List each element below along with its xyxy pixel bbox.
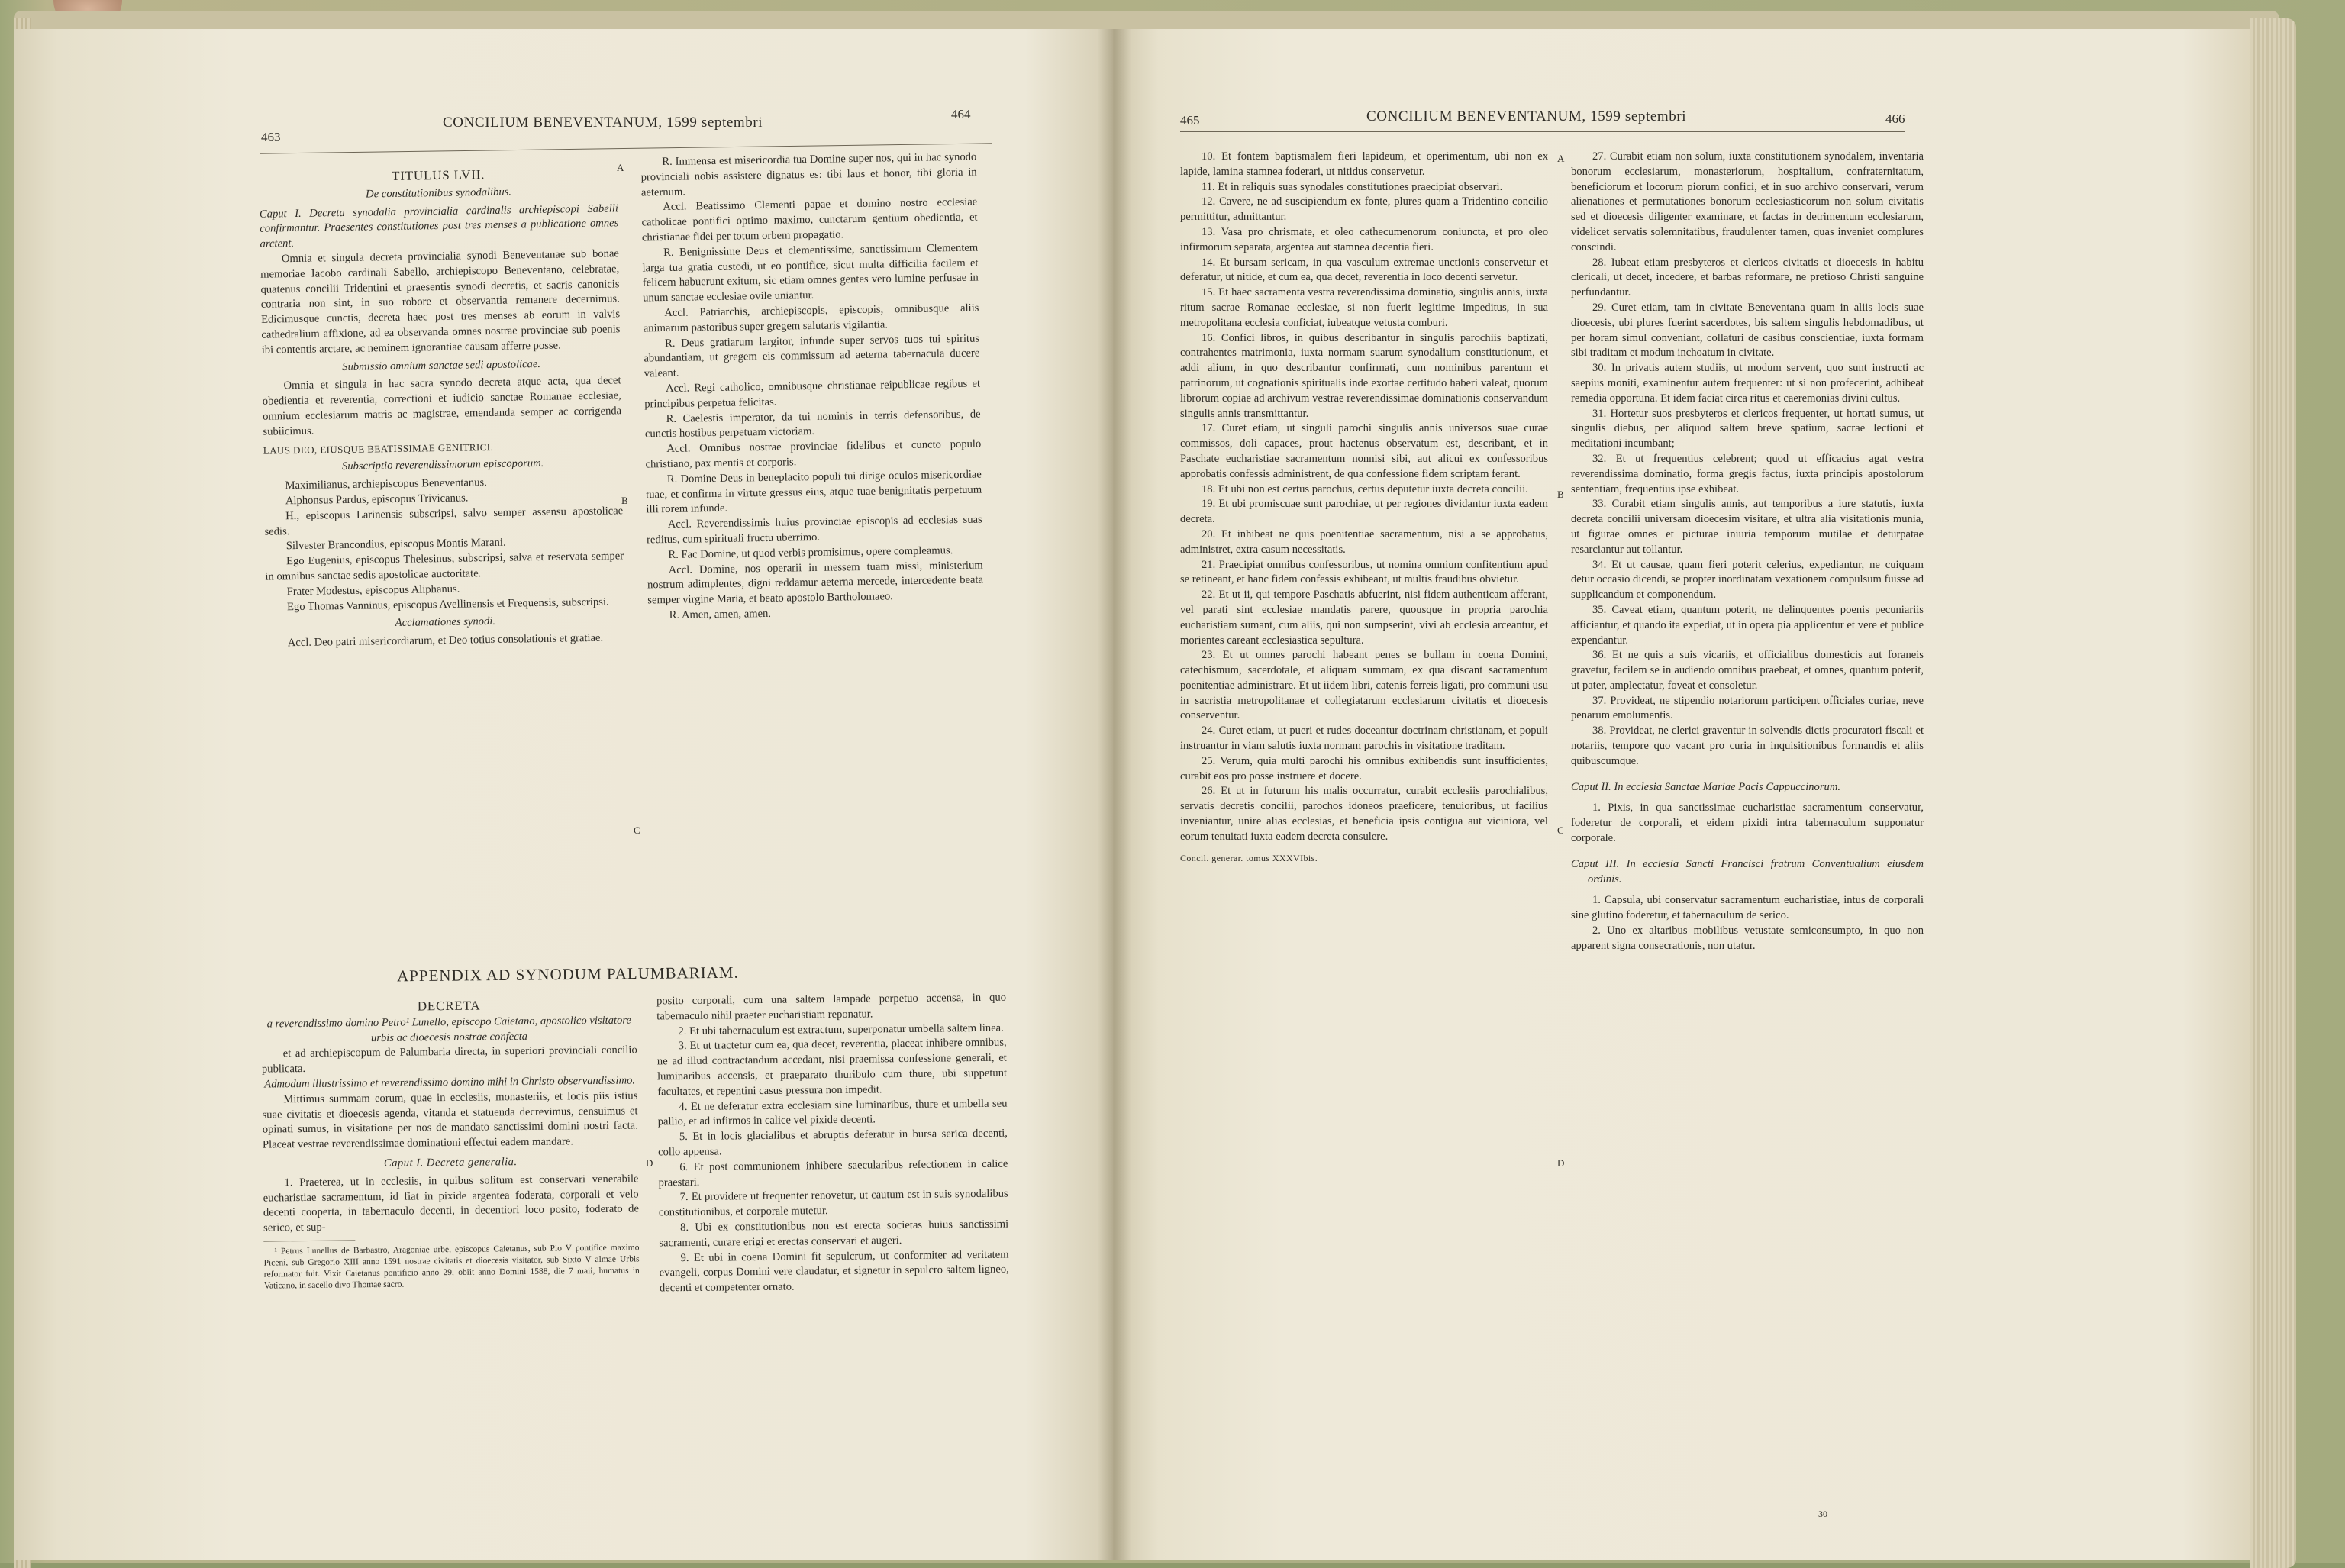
paragraph: 10. Et fontem baptismalem fieri lapideum, et operimentum, ubi non ex lapide, lamina stamnea foderari, ut nitidus conservetur. [1180, 150, 1548, 178]
signature-line: H., episcopus Larinensis subscripsi, salvo semper assensu apostolicae sedis. [264, 505, 624, 538]
response: R. Amen, amen, amen. [669, 607, 772, 621]
page-number-463: 463 [261, 130, 281, 144]
paragraph: 12. Cavere, ne ad suscipiendum ex fonte, plures quam a Tridentino concilio permittitur, admittantur. [1180, 195, 1548, 224]
paragraph: 28. Iubeat etiam presbyteros et clericos civitatis et dioecesis in habitu clericali, ut decet, incedere, et barbas reformare, ne pretioso Christi sanguine perfundantur. [1571, 256, 1924, 299]
subscriptio-heading: Subscriptio reverendissimorum episcoporum. [341, 457, 544, 473]
margin-letter-d-right: D [1557, 1157, 1565, 1169]
titulus-subtitle: De constitutionibus synodalibus. [365, 186, 512, 201]
footnote: ¹ Petrus Lunellus de Barbastro, Aragoniae urbe, episcopus Caietanus, sub Pio V pontifice maximo Piceni, sub Gregorio XIII anno 1591 nostrae civitatis et dioecesis visitator, sub Sixto V almae Urbis reformator fuit. Vixit Caietanus pontificio anno 29, obiit anno Domini 1588, die 7 maii, humatus in Vaticano, in sacello divo Thomae sacro. [263, 1243, 640, 1291]
acclamation: Accl. Domine, nos operarii in messem tuam missi, ministerium nostrum adimplentes, digni reddamur aeterna mercede, intercedente beata semper virgine Maria, et beato apostolo Bartholomaeo. [647, 559, 984, 607]
acclamation: Accl. Omnibus nostrae provinciae fidelibus et cuncto populo christiano, pax mentis et corporis. [645, 437, 982, 471]
paragraph: 27. Curabit etiam non solum, iuxta constitutionem synodalem, inventaria bonorum ecclesiarum, monasteriorum, hospitalium, confraternitatum, beneficiorum et locorum piorum confici, et in suo archivo conservari, verum alienationes et permutationes bonorum ecclesiasticorum non solum civitatis sed et dioecesis diligenter examinare, et factas in detrimentum ecclesiarum, videlicet servatis solemnitatibus, fraudulenter tamen, quas inveniet complures conscindi. [1571, 150, 1924, 253]
left-column-1-upper [259, 165, 625, 651]
titulus-heading: TITULUS LVII. [391, 167, 485, 183]
paragraph: 11. Et in reliquis suas synodales constitutiones praecipiat observari. [1202, 180, 1503, 193]
paragraph: 33. Curabit etiam singulis annis, aut temporibus a iure statutis, iuxta decreta concilii universam dioecesim visitare, et ultra alia visitationis munia, ut figurae omnes et picturae iniuria temporum mutilae et deturpatae resarciantur aut tollantur. [1571, 498, 1924, 556]
paragraph: 13. Vasa pro chrismate, et oleo cathecumenorum coniuncta, et pro oleo infirmorum separata, argentea aut stamnea decentia fieri. [1180, 225, 1548, 253]
paragraph: 18. Et ubi non est certus parochus, certus deputetur iuxta decreta concilii. [1202, 482, 1528, 495]
acclamation: Accl. Reverendissimis huius provinciae episcopis ad ecclesias suas reditus, cum spirituali fructu uberrimo. [646, 513, 982, 547]
paragraph: Mittimus summam eorum, quae in ecclesiis, monasteriis, et locis piis istius suae civitatis et dioecesis agenda, vitanda et statuenda decrevimus, censuimus et opinati sumus, in visitatione per nos de mandato sanctissimi domini nostri facta. Placeat vestrae reverendissimae dominationi effectui eadem mandare. [262, 1089, 638, 1151]
response: R. Caelestis imperator, da tui nominis in terris defensoribus, de cunctis hostibus perpetuam victoriam. [644, 408, 981, 440]
paragraph: 2. Et ubi tabernaculum est extractum, superponatur umbella saltem linea. [678, 1021, 1004, 1037]
signature-number: 30 [1818, 1508, 1827, 1519]
caput-1-heading: Caput I. Decreta synodalia provincialia cardinalis archiepiscopi Sabelli confirmantur. Praesentes constitutiones post tres menses a publicatione omnes arctent. [259, 202, 619, 250]
laus-deo: LAUS DEO, EIUSQUE BEATISSIMAE GENITRICI. [263, 440, 494, 457]
signature-line: Ego Eugenius, episcopus Thelesinus, subscripsi, salva et reservata semper in omnibus sanctae sedis apostolicae auctoritate. [265, 550, 624, 583]
acclamationes-heading: Acclamationes synodi. [395, 615, 496, 630]
caput-1-generalia: Caput I. Decreta generalia. [383, 1156, 518, 1170]
margin-letter-c: C [634, 824, 640, 836]
submissio-heading: Submissio omnium sanctae sedi apostolicae. [342, 357, 541, 373]
signature-line: Alphonsus Pardus, episcopus Trivicanus. [285, 492, 469, 508]
paragraph: 1. Pixis, in qua sanctissimae eucharistiae sacramentum conservatur, foderetur de corporali, et eidem pixidi intra tabernaculum supponatur corporale. [1571, 802, 1924, 845]
paragraph: 1. Capsula, ubi conservatur sacramentum eucharistiae, intus de corporali sine glutino foderetur, et tabernaculum de serico. [1571, 894, 1924, 922]
margin-letter-b-right: B [1557, 489, 1564, 500]
left-running-title: CONCILIUM BENEVENTANUM, 1599 septembri [443, 115, 763, 131]
response: R. Benignissime Deus et clementissime, sanctissimum Clementem larga tua gratia custodi, ut eo pontifice, sicut multa difficilia facilem et felicem habuerunt exitum, sic etiam omnes gentes vero lumine perfusae in unum sanctae ecclesiae ovile uniantur. [642, 241, 979, 305]
signature-line: Ego Thomas Vanninus, episcopus Avellinensis et Frequensis, subscripsi. [286, 595, 609, 613]
paragraph: 24. Curet etiam, ut pueri et rudes doceantur doctrinam christianam, et populi instruantur in viam salutis iuxta normam parochis in visitatione traditam. [1180, 724, 1548, 753]
paragraph: 35. Caveat etiam, quantum poterit, ne delinquentes poenis pecuniariis afficiantur, et quando ita expediat, ut in opera pia applicentur et vere et publice expendantur. [1571, 603, 1924, 647]
acclamation: Accl. Beatissimo Clementi papae et domino nostro ecclesiae catholicae pontifici optimo maximo, cunctarum gentium obedientia, et christianae fidei per totum orbem propagatio. [641, 195, 978, 244]
signature-line: Maximilianus, archiepiscopus Beneventanus. [285, 476, 487, 492]
left-column-2-lower [656, 991, 1009, 1297]
paragraph: 1. Praeterea, ut in ecclesiis, in quibus solitum est conservari venerabile eucharistiae sacramentum, id fiat in pixide argentea foderata, corporali et velo decenti cooperta, in tabernaculo decenti, in decentiori loco posito, foderato de serico, et sup- [263, 1173, 639, 1234]
caput-2-heading: Caput II. In ecclesia Sanctae Mariae Pacis Cappuccinorum. [1571, 780, 1841, 793]
paragraph: 6. Et post communionem inhibere saecularibus refectionem in calice praestari. [658, 1157, 1008, 1189]
paragraph: 4. Et ne deferatur extra ecclesiam sine luminaribus, thure et umbella seu pallio, et ad infirmos in calice vel pixide decenti. [657, 1097, 1008, 1128]
paragraph: et ad archiepiscopum de Palumbaria directa, in superiori provinciali concilio publicata. [261, 1044, 637, 1076]
margin-letter-a: A [617, 162, 624, 173]
response: R. Deus gratiarum largitor, infunde super servos tuos tui spiritus abundantiam, ut gregem eis commissum ad aeterna tabernacula ducere valeant. [644, 332, 980, 380]
book-gutter [1098, 29, 1131, 1560]
right-running-title: CONCILIUM BENEVENTANUM, 1599 septembri [1366, 108, 1687, 124]
paragraph: 7. Et providere ut frequenter renovetur, ut cautum est in suis synodalibus constitutionibus, et corporale mutetur. [658, 1187, 1008, 1219]
left-column-2-upper [640, 150, 984, 624]
paragraph: 9. Et ubi in coena Domini fit sepulcrum, ut conformiter ad veritatem evangeli, corpus Domini vere claudatur, et signetur in sepulcro saltem ligneo, decenti et competenter ornato. [659, 1248, 1009, 1295]
paragraph: 8. Ubi ex constitutionibus non est erecta societas huius sanctissimi sacramenti, curare erigi et erectas conservari et augeri. [659, 1218, 1009, 1250]
paragraph: 17. Curet etiam, ut singuli parochi singulis annis universos suae curae commissos, doli capaces, prout hactenus observatum est, describant, et in Paschate eucharistiae sacramentum nonnisi sibi, aut alicui ex confessoribus approbatis confessis administrent, de qua confessione fidem scriptam ferant. [1180, 422, 1548, 480]
paragraph: 38. Provideat, ne clerici graventur in solvendis dictis procuratori fiscali et notariis, tempore quo vacant pro curia in inquisitionibus formandis et aliis quibuscumque. [1571, 724, 1924, 767]
paragraph: 34. Et ut causae, quam fieri poterit celerius, expediantur, ne cuiquam detur occasio dicendi, se propter inordinatam vexationem compulsum fuisse ad supplicandum et componendum. [1571, 558, 1924, 602]
left-column-1-lower [261, 996, 640, 1292]
paragraph: 3. Et ut tractetur cum ea, qua decet, reverentia, placeat inhibere omnibus, ne ad illud contractandum accedant, nisi praemissa confessione generali, et luminaribus accensis, et praeparato thuribulo cum thure, ubi suppetunt facultates, et repentini casus pressura non impedit. [656, 1037, 1008, 1099]
paragraph: 5. Et in locis glacialibus et abruptis deferatur in bursa serica decenti, collo appensa. [658, 1127, 1008, 1159]
paragraph: 15. Et haec sacramenta vestra reverendissima dominatio, singulis annis, iuxta ritum sacrae Romanae ecclesiae, si non fuerit legitime impeditus, in sua metropolitana ecclesia conficiat, iubeatque vetusta comburi. [1180, 286, 1548, 329]
paragraph: 19. Et ubi promiscuae sunt parochiae, ut per regiones dividantur iuxta eadem decreta. [1180, 498, 1548, 526]
printer-signature: Concil. generar. tomus XXXVIbis. [1180, 852, 1318, 863]
response: R. Fac Domine, ut quod verbis promisimus, opere compleamus. [668, 544, 953, 561]
appendix-title: APPENDIX AD SYNODUM PALUMBARIAM. [396, 963, 739, 986]
paragraph: 31. Hortetur suos presbyteros et clericos frequenter, ut hortati sumus, ut singulis diebus, per aliquod saltem breve spatium, sacrae lectioni et meditationi incumbant; [1571, 407, 1924, 450]
paragraph: Accl. Deo patri misericordiarum, et Deo totius consolationis et gratiae. [287, 631, 604, 650]
decreta-heading: DECRETA [417, 998, 481, 1014]
signature-line: Frater Modestus, episcopus Aliphanus. [286, 582, 460, 598]
header-rule-right [1180, 131, 1905, 132]
signature-line: Silvester Brancondius, episcopus Montis Marani. [285, 537, 506, 553]
right-column-2 [1557, 150, 1924, 954]
caput-3-heading: Caput III. In ecclesia Sancti Francisci fratrum Conventualium eiusdem ordinis. [1571, 857, 1924, 886]
paragraph: 22. Et ut ii, qui tempore Paschatis abfuerint, nisi fidem authenticam afferant, vel parati sint ecclesiae mandatis parere, quousque in propria parochia eucharistiam sumant, cum aliis, qui non sumpserint, vivi ab ecclesia arceantur, et morientes careant ecclesiastica sepultura. [1180, 589, 1548, 647]
margin-letter-c-right: C [1557, 824, 1564, 836]
response: R. Immensa est misericordia tua Domine super nos, qui in hac synodo provinciali nobis assistere dignatus es: tibi laus et honor, tibi gloria in aeternum. [640, 150, 977, 199]
paragraph: Omnia et singula decreta provincialia synodi Beneventanae sub bonae memoriae Iacobo cardinali Sabello, archiepiscopo Beneventano, celebratae, quatenus concilii Tridentini et praesentis synodi decretis, et sacris canonicis contraria non sint, in suo robore et observantia remanere decernimus. Edicimusque cunctis, decreta haec post tres menses ab eorum in valvis cathedralium affixione, ad ea observanda omnes nostrae provinciae sub poenis ibi contentis arctare, ac neminem ignorantiae causam afferre posse. [260, 247, 621, 357]
response: R. Domine Deus in beneplacito populi tui dirige oculos misericordiae tuae, et confirma in virtute gressus eius, atque tuae benignitatis perpetuum illi rorem infunde. [646, 468, 982, 516]
decreta-subtitle: a reverendissimo domino Petro¹ Lunello, episcopo Caietano, apostolico visitatore urbis ac dioecesis nostrae confecta [266, 1014, 632, 1044]
footnote-rule [263, 1240, 355, 1241]
paragraph: 14. Et bursam sericam, in qua vasculum extremae unctionis conservetur et deferatur, ut nitide, et cum ea, qua decet, reverentia in loco decenti servetur. [1180, 256, 1548, 284]
paragraph: 21. Praecipiat omnibus confessoribus, ut nomina omnium confitentium apud se retineant, et hanc fidem confessis exhibeant, ut multis fraudibus obvietur. [1180, 558, 1548, 586]
margin-letter-a-right: A [1557, 153, 1565, 164]
acclamation: Accl. Patriarchis, archiepiscopis, episcopis, omnibusque aliis animarum pastoribus super gregem salutaris vigilantia. [643, 302, 979, 335]
paragraph: posito corporali, cum una saltem lampade perpetuo accensa, in quo tabernaculo nihil praeter eucharistiam reponatur. [656, 991, 1007, 1023]
paragraph: 36. Et ne quis a suis vicariis, et officialibus domesticis aut foraneis gravetur, facilem se in audiendo omnibus praebeat, et omnes, quantum poterit, ut pater, amplectatur, foveat et consoletur. [1571, 649, 1924, 692]
margin-letter-d: D [646, 1157, 653, 1169]
page-number-464: 464 [951, 107, 971, 121]
salutation: Admodum illustrissimo et reverendissimo domino mihi in Christo observandissimo. [264, 1074, 636, 1091]
paragraph: 30. In privatis autem studiis, ut modum servent, quo sunt instructi ac saepius moniti, examinentur autem frequenter: ut si non profecerint, adhibeat remedia opportuna. Et idem faciat circa ritus et caeremonias divini cultus. [1571, 362, 1924, 405]
paragraph: 29. Curet etiam, tam in civitate Beneventana quam in aliis locis suae dioecesis, ubi plures fuerint sacerdotes, bis saltem singulis hebdomadibus, ut per horam simul conveniant, collaturi de casibus conscientiae, iuxta formam sibi traditam et modum inchoatum in civitate. [1571, 301, 1924, 360]
paragraph: 32. Et ut frequentius celebrent; quod ut efficacius agat vestra reverendissima dominatio, forma gregis factus, iuxta principis apostolorum sententiam, frequentius ipse exhibeat. [1571, 452, 1924, 495]
page-number-465: 465 [1180, 113, 1200, 127]
paragraph: 37. Provideat, ne stipendio notariorum participent officiales curiae, neve penarum emolumentis. [1571, 694, 1924, 722]
right-page-edges [2250, 18, 2296, 1568]
paragraph: 20. Et inhibeat ne quis poenitentiae sacramentum, nisi a se approbatus, administret, extra casum necessitatis. [1180, 528, 1548, 556]
acclamation: Accl. Regi catholico, omnibusque christianae reipublicae regibus et principibus perpetua felicitas. [644, 377, 981, 411]
paragraph: 26. Et ut in futurum his malis occurratur, curabit ecclesiis parochialibus, servatis decretis concilii, parochos idoneos praeficere, tenuioribus, ut facilius inveniantur, unire alias ecclesias, et beneficia ipsis contigua aut viciniora, vel eorum tenuitati iuxta eadem decreta consulere. [1180, 785, 1548, 843]
paragraph: 25. Verum, quia multi parochi his omnibus exhibendis sunt insufficientes, curabit eos pro posse instruere et docere. [1180, 754, 1548, 782]
paragraph: 16. Confici libros, in quibus describantur in singulis parochiis baptizati, contrahentes matrimonia, iuxta normam suarum synodalium constitutionum, et addi alium, in quo describantur confirmati, cum nominibus parentum et patrinorum, ut cognationis spiritualis inde exortae certitudo haberi valeat, quorum librorum copiae ad archivum vestrae reverendissimae dominationis conservandum singulis annis transmittantur. [1180, 331, 1548, 420]
page-number-466: 466 [1885, 111, 1905, 126]
paragraph: 23. Et ut omnes parochi habeant penes se bullam in coena Domini, catechismum, sacerdotale, et aliquam summam, ex qua discant sacramentum poenitentiae administrare. Et ut iidem libri, catenis ferreis ligati, pro communi usu in sacristia metropolitanae et collegiatarum ecclesiarum civitatis et dioecesis conserventur. [1180, 649, 1548, 722]
paragraph: Omnia et singula in hac sacra synodo decreta atque acta, qua decet obedientia et reverentia, correctioni et iudicio sanctae Romanae ecclesiae, omnium ecclesiarum matris ac magistrae, emendanda semper ac corrigenda subiicimus. [262, 374, 622, 438]
right-column-1 [1180, 150, 1548, 866]
paragraph: 2. Uno ex altaribus mobilibus vetustate semiconsumpto, in quo non apparent signa consecrationis, non utatur. [1571, 924, 1924, 952]
margin-letter-b: B [621, 495, 628, 506]
